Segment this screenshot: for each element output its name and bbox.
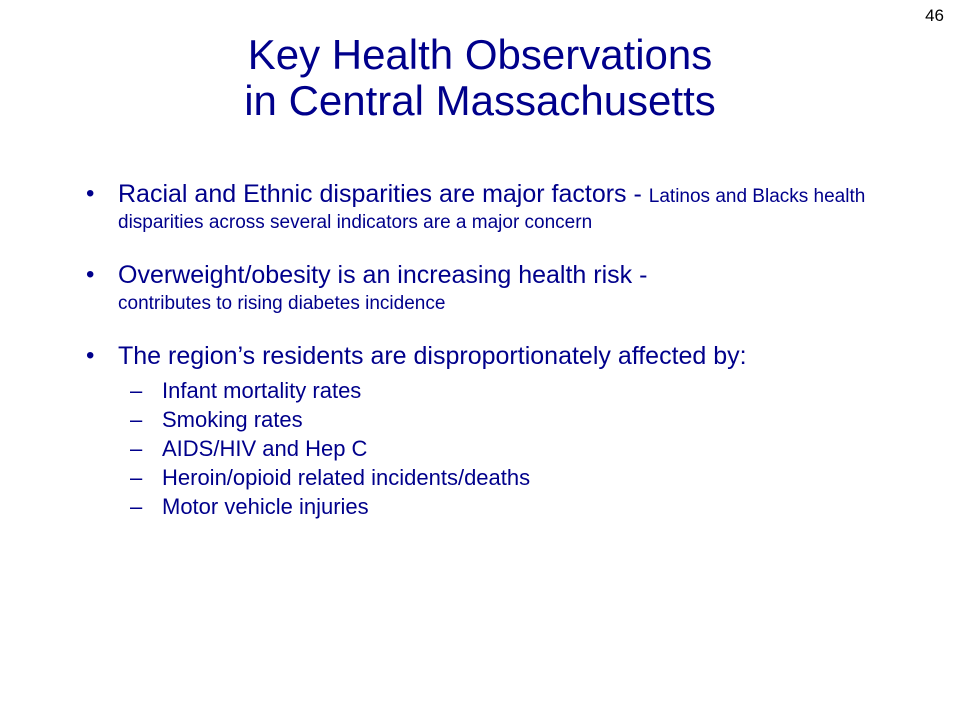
bullet-item-region: [84, 340, 884, 521]
list-item-text: Infant mortality rates: [162, 378, 362, 403]
list-item: [118, 492, 884, 521]
bullet-item-disparities: [84, 178, 884, 235]
bullet-sub-text: contributes to rising diabetes incidence: [118, 293, 446, 314]
list-item: [118, 376, 884, 405]
list-item-text: Heroin/opioid related incidents/deaths: [162, 465, 531, 490]
page-title: [0, 32, 960, 124]
page-number: 46: [925, 6, 944, 25]
bullet-dot-icon: •: [86, 342, 95, 369]
bullet-sub-text: Latinos and Blacks health disparities across several indicators are a major concern: [118, 186, 866, 233]
list-item-text: AIDS/HIV and Hep C: [162, 436, 368, 461]
bullet-dot-icon: •: [86, 180, 95, 207]
bullet-main-text: Overweight/obesity is an increasing health risk: [118, 261, 633, 289]
list-item-text: Smoking rates: [162, 407, 303, 432]
dash-icon: –: [130, 494, 143, 519]
list-item: [118, 405, 884, 434]
bullet-main-text: Racial and Ethnic disparities are major factors: [118, 180, 627, 208]
list-item: [118, 463, 884, 492]
bullet-separator: -: [632, 261, 648, 289]
page-title-line-2: in Central Massachusetts: [244, 77, 716, 124]
list-item: [118, 434, 884, 463]
bullet-main-text: The region’s residents are disproportionately affected by:: [118, 342, 747, 370]
dash-icon: –: [130, 407, 143, 432]
dash-icon: –: [130, 378, 143, 403]
sub-item-list: [118, 376, 884, 521]
list-item-text: Motor vehicle injuries: [162, 494, 369, 519]
bullet-list: [84, 178, 884, 545]
dash-icon: –: [130, 436, 143, 461]
bullet-dot-icon: •: [86, 261, 95, 288]
page-title-line-1: Key Health Observations: [247, 31, 713, 78]
dash-icon: –: [130, 465, 143, 490]
bullet-separator: -: [626, 180, 649, 208]
bullet-item-obesity: [84, 259, 884, 316]
